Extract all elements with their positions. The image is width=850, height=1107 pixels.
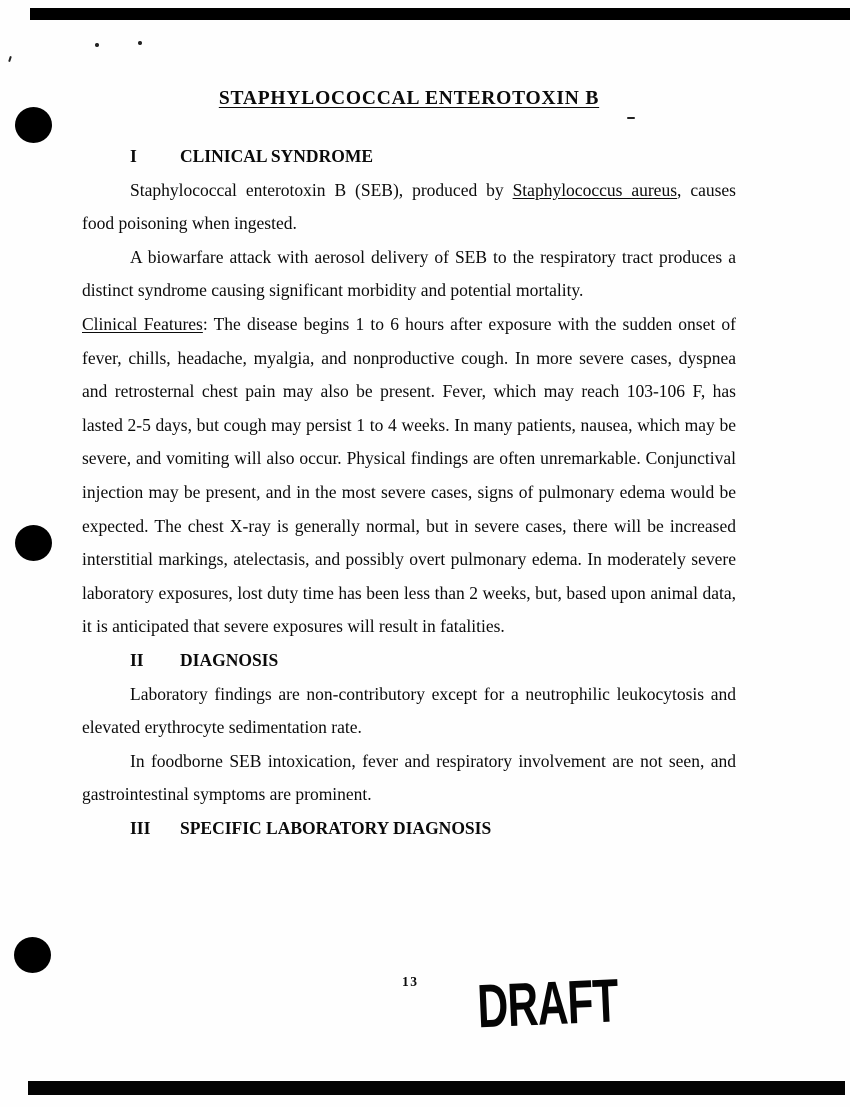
document-title-text: STAPHYLOCOCCAL ENTEROTOXIN B bbox=[218, 88, 600, 109]
section-heading-diagnosis bbox=[82, 644, 736, 678]
section-heading-specific-laboratory-diagnosis bbox=[82, 812, 736, 846]
section-number: I bbox=[130, 146, 137, 166]
section-label: DIAGNOSIS bbox=[180, 649, 279, 670]
scan-artifact bbox=[8, 56, 12, 62]
paragraph-seb-intro bbox=[82, 174, 736, 241]
section-label: CLINICAL SYNDROME bbox=[180, 146, 374, 166]
section-number: II bbox=[130, 649, 144, 670]
section-heading-clinical-syndrome bbox=[82, 140, 736, 174]
top-border-bar bbox=[30, 8, 850, 20]
document-title bbox=[82, 88, 736, 110]
scan-artifact bbox=[95, 43, 99, 47]
underlined-term-clinical-features: Clinical Features bbox=[82, 313, 203, 334]
paragraph-laboratory-findings: Laboratory findings are non-contributory except for a neutrophilic leukocytosis and elevated erythrocyte sedimentation rate. bbox=[82, 683, 736, 738]
bottom-border-bar bbox=[28, 1081, 845, 1095]
section-label: SPECIFIC LABORATORY DIAGNOSIS bbox=[180, 817, 492, 838]
scan-artifact bbox=[138, 41, 142, 45]
paragraph-biowarfare-attack: A biowarfare attack with aerosol delivery of SEB to the respiratory tract produces a distinct syndrome causing significant morbidity and potential mortality. bbox=[82, 246, 736, 301]
hole-punch-top bbox=[15, 107, 52, 143]
hole-punch-bottom bbox=[14, 937, 51, 973]
page-number: 13 bbox=[402, 974, 419, 989]
document-body bbox=[82, 140, 736, 845]
section-number: III bbox=[130, 817, 151, 838]
paragraph-foodborne-seb: In foodborne SEB intoxication, fever and respiratory involvement are not seen, and gastrointestinal symptoms are prominent. bbox=[82, 750, 736, 805]
draft-stamp: DRAFT bbox=[476, 967, 620, 1042]
paragraph-clinical-features bbox=[82, 308, 736, 644]
hole-punch-middle bbox=[15, 525, 52, 561]
paragraph-text: : The disease begins 1 to 6 hours after exposure with the sudden onset of fever, chills, headache, myalgia, and nonproductive cough. In more severe cases, dyspnea and retrosternal chest pain may also be present. Fever, which may reach 103-106 F, has lasted 2-5 days, but cough may persist 1 to 4 weeks. In many patients, nausea, which may be severe, and vomiting will also occur. Physical findings are often unremarkable. Conjunctival injection may be present, and in the most severe cases, signs of pulmonary edema would be expected. The chest X-ray is generally normal, but in severe cases, there will be increased interstitial markings, atelectasis, and possibly overt pulmonary edema. In moderately severe laboratory exposures, lost duty time has been less than 2 weeks, but, based upon animal data, it is anticipated that severe exposures will result in fatalities. bbox=[82, 313, 736, 637]
paragraph-text: Staphylococcal enterotoxin B (SEB), produced by bbox=[130, 179, 513, 200]
paragraph-text: , causes food poisoning when ingested. bbox=[82, 179, 736, 234]
underlined-term-staphylococcus-aureus: Staphylococcus aureus bbox=[512, 179, 678, 200]
scan-artifact bbox=[627, 117, 635, 119]
